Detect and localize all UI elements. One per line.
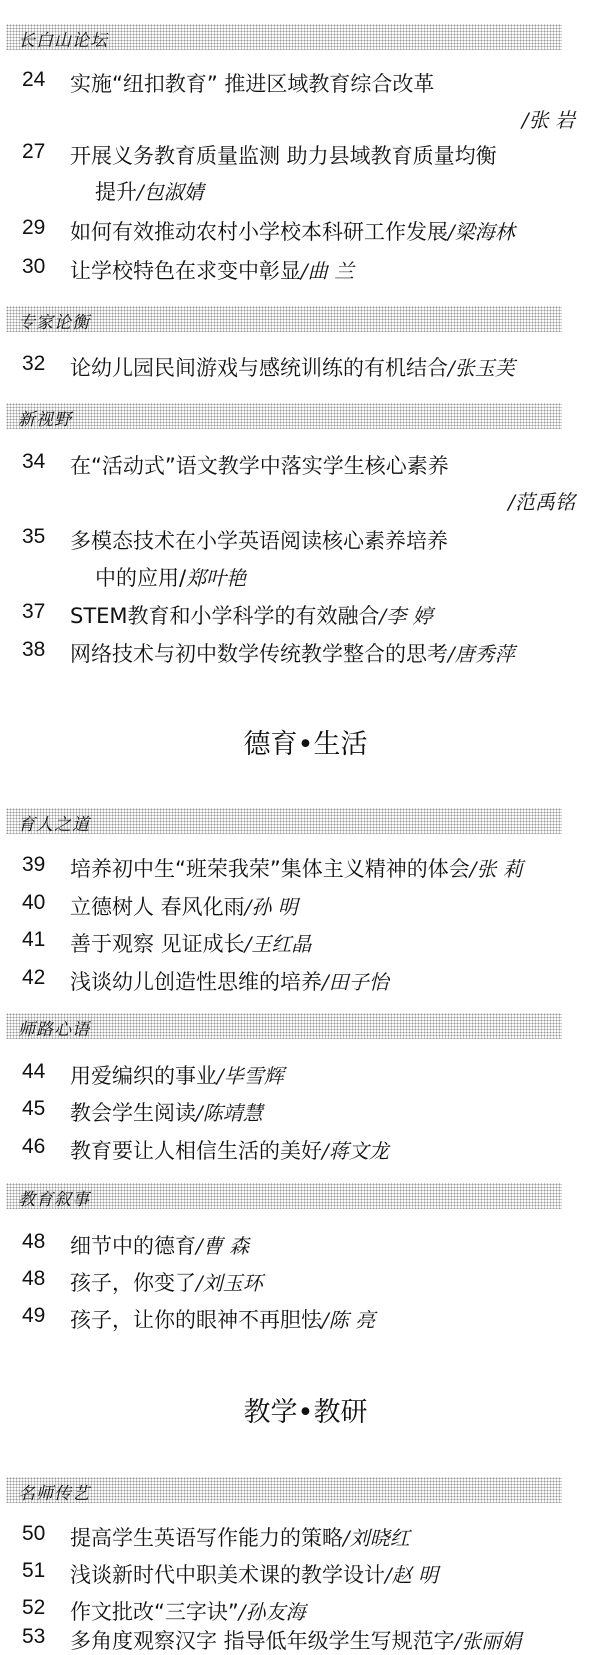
article-title: 论幼儿园民间游戏与感统训练的有机结合/张玉芙 (70, 356, 515, 380)
column-band (6, 306, 562, 332)
toc-entry[interactable] (0, 928, 611, 962)
article-title: 多角度观察汉字 指导低年级学生写规范字/张丽娟 (70, 1629, 522, 1653)
article-title: 善于观察 见证成长/王红晶 (70, 932, 312, 956)
article-title: 网络技术与初中数学传统教学整合的思考/唐秀萍 (70, 642, 515, 666)
article-author: /蒋文龙 (322, 1139, 389, 1163)
toc-entry[interactable] (0, 1304, 611, 1338)
article-title: 提高学生英语写作能力的策略/刘晓红 (70, 1526, 410, 1550)
article-author: /张玉芙 (448, 356, 515, 380)
article-title: 浅谈幼儿创造性思维的培养/田子怡 (70, 970, 389, 994)
article-author: /李 婷 (379, 604, 433, 628)
column-band (6, 1013, 562, 1039)
page-number: 38 (22, 638, 46, 661)
page-number: 27 (22, 140, 46, 163)
page-number: 35 (22, 525, 46, 548)
toc-entry[interactable] (0, 1230, 611, 1264)
article-title: 用爱编织的事业/毕雪辉 (70, 1064, 284, 1088)
toc-entry[interactable] (0, 1060, 611, 1094)
article-author: 郑叶艳 (186, 566, 247, 590)
article-author: /曹 森 (196, 1234, 250, 1258)
column-label: 长白山论坛 (18, 31, 108, 51)
article-title: 作文批改“三字诀”/孙友海 (70, 1600, 306, 1624)
column-band (6, 403, 562, 429)
page-number: 51 (22, 1559, 46, 1582)
page-number: 48 (22, 1230, 46, 1253)
page-number: 30 (22, 255, 46, 278)
section-title: 教学•教研 (243, 1397, 368, 1428)
toc-entry[interactable] (0, 1625, 611, 1653)
article-author: /梁海林 (448, 220, 515, 244)
article-author: /包淑婧 (137, 180, 204, 204)
page-number: 42 (22, 966, 46, 989)
toc-entry[interactable] (0, 638, 611, 672)
column-band (6, 808, 562, 834)
toc-entry[interactable] (0, 1522, 611, 1556)
article-title: 教育要让人相信生活的美好/蒋文龙 (70, 1139, 389, 1163)
page-number: 49 (22, 1304, 46, 1327)
page-number: 29 (22, 216, 46, 239)
toc-entry[interactable] (0, 600, 611, 634)
column-label: 教育叙事 (18, 1190, 90, 1210)
page-number: 46 (22, 1135, 46, 1158)
toc-entry[interactable] (0, 1559, 611, 1593)
toc-entry[interactable] (0, 450, 611, 484)
article-author: /张丽娟 (454, 1629, 522, 1653)
article-author: /曲 兰 (301, 259, 355, 283)
column-label: 新视野 (18, 410, 72, 430)
page-number: 32 (22, 352, 46, 375)
article-title-continued: 提升/包淑婧 (95, 180, 204, 204)
article-title: 培养初中生“班荣我荣”集体主义精神的体会/张 莉 (70, 857, 523, 881)
toc-entry[interactable] (0, 216, 611, 250)
page-number: 45 (22, 1097, 46, 1120)
toc-entry[interactable] (0, 525, 611, 559)
page-number: 40 (22, 891, 46, 914)
article-title: 教会学生阅读/陈靖慧 (70, 1101, 263, 1125)
column-band (6, 24, 562, 50)
article-title: 立德树人 春风化雨/孙 明 (70, 895, 298, 919)
page-number: 53 (22, 1625, 46, 1648)
article-author: /陈 亮 (322, 1308, 376, 1332)
article-title: 多模态技术在小学英语阅读核心素养培养 (70, 529, 448, 553)
section-title: 德育•生活 (243, 729, 368, 760)
toc-entry[interactable] (0, 255, 611, 289)
article-title: 开展义务教育质量监测 助力县域教育质量均衡 (70, 144, 497, 168)
article-title: 在“活动式”语文教学中落实学生核心素养 (70, 454, 449, 478)
page-number: 44 (22, 1060, 46, 1083)
page-number: 34 (22, 450, 46, 473)
toc-entry[interactable] (0, 966, 611, 1000)
toc-entry[interactable] (0, 853, 611, 887)
article-author: /陈靖慧 (196, 1101, 263, 1125)
article-title: 孩子，让你的眼神不再胆怯/陈 亮 (70, 1308, 376, 1332)
column-label: 专家论衡 (18, 313, 90, 333)
page-number: 37 (22, 600, 46, 623)
article-author: /张 岩 (521, 108, 575, 132)
article-title: 孩子，你变了/刘玉环 (70, 1271, 263, 1295)
column-label: 名师传艺 (18, 1484, 90, 1504)
article-title: STEM教育和小学科学的有效融合/李 婷 (70, 604, 433, 628)
article-author: /田子怡 (322, 970, 389, 994)
article-author: /刘晓红 (343, 1526, 410, 1550)
page-number: 24 (22, 68, 46, 91)
article-title: 实施“纽扣教育” 推进区域教育综合改革 (70, 72, 435, 96)
article-author: /范禹铭 (508, 490, 575, 514)
page-number: 41 (22, 928, 46, 951)
toc-entry[interactable] (0, 1267, 611, 1301)
toc-entry[interactable] (0, 1097, 611, 1131)
toc-entry[interactable] (0, 1135, 611, 1169)
article-title: 细节中的德育/曹 森 (70, 1234, 250, 1258)
article-author: /刘玉环 (196, 1271, 263, 1295)
column-label: 育人之道 (18, 815, 90, 835)
article-title: 如何有效推动农村小学校本科研工作发展/梁海林 (70, 220, 515, 244)
article-title-continued: 中的应用/郑叶艳 (95, 566, 247, 590)
article-author: /孙 明 (244, 895, 298, 919)
toc-entry[interactable] (0, 140, 611, 174)
page-number: 50 (22, 1522, 46, 1545)
article-author: /张 莉 (469, 857, 523, 881)
article-title: 浅谈新时代中职美术课的教学设计/赵 明 (70, 1563, 439, 1587)
article-title: 让学校特色在求变中彰显/曲 兰 (70, 259, 355, 283)
page-number: 48 (22, 1267, 46, 1290)
toc-entry[interactable] (0, 891, 611, 925)
toc-entry[interactable] (0, 352, 611, 386)
column-band (6, 1183, 562, 1209)
article-author: /孙友海 (238, 1600, 306, 1624)
article-author: /赵 明 (385, 1563, 439, 1587)
article-author: /唐秀萍 (448, 642, 515, 666)
article-author: /王红晶 (244, 932, 312, 956)
column-label: 师路心语 (18, 1020, 90, 1040)
page-number: 39 (22, 853, 46, 876)
page-number: 52 (22, 1596, 46, 1619)
toc-entry[interactable] (0, 68, 611, 102)
article-author: /毕雪辉 (217, 1064, 284, 1088)
column-band (6, 1477, 562, 1503)
